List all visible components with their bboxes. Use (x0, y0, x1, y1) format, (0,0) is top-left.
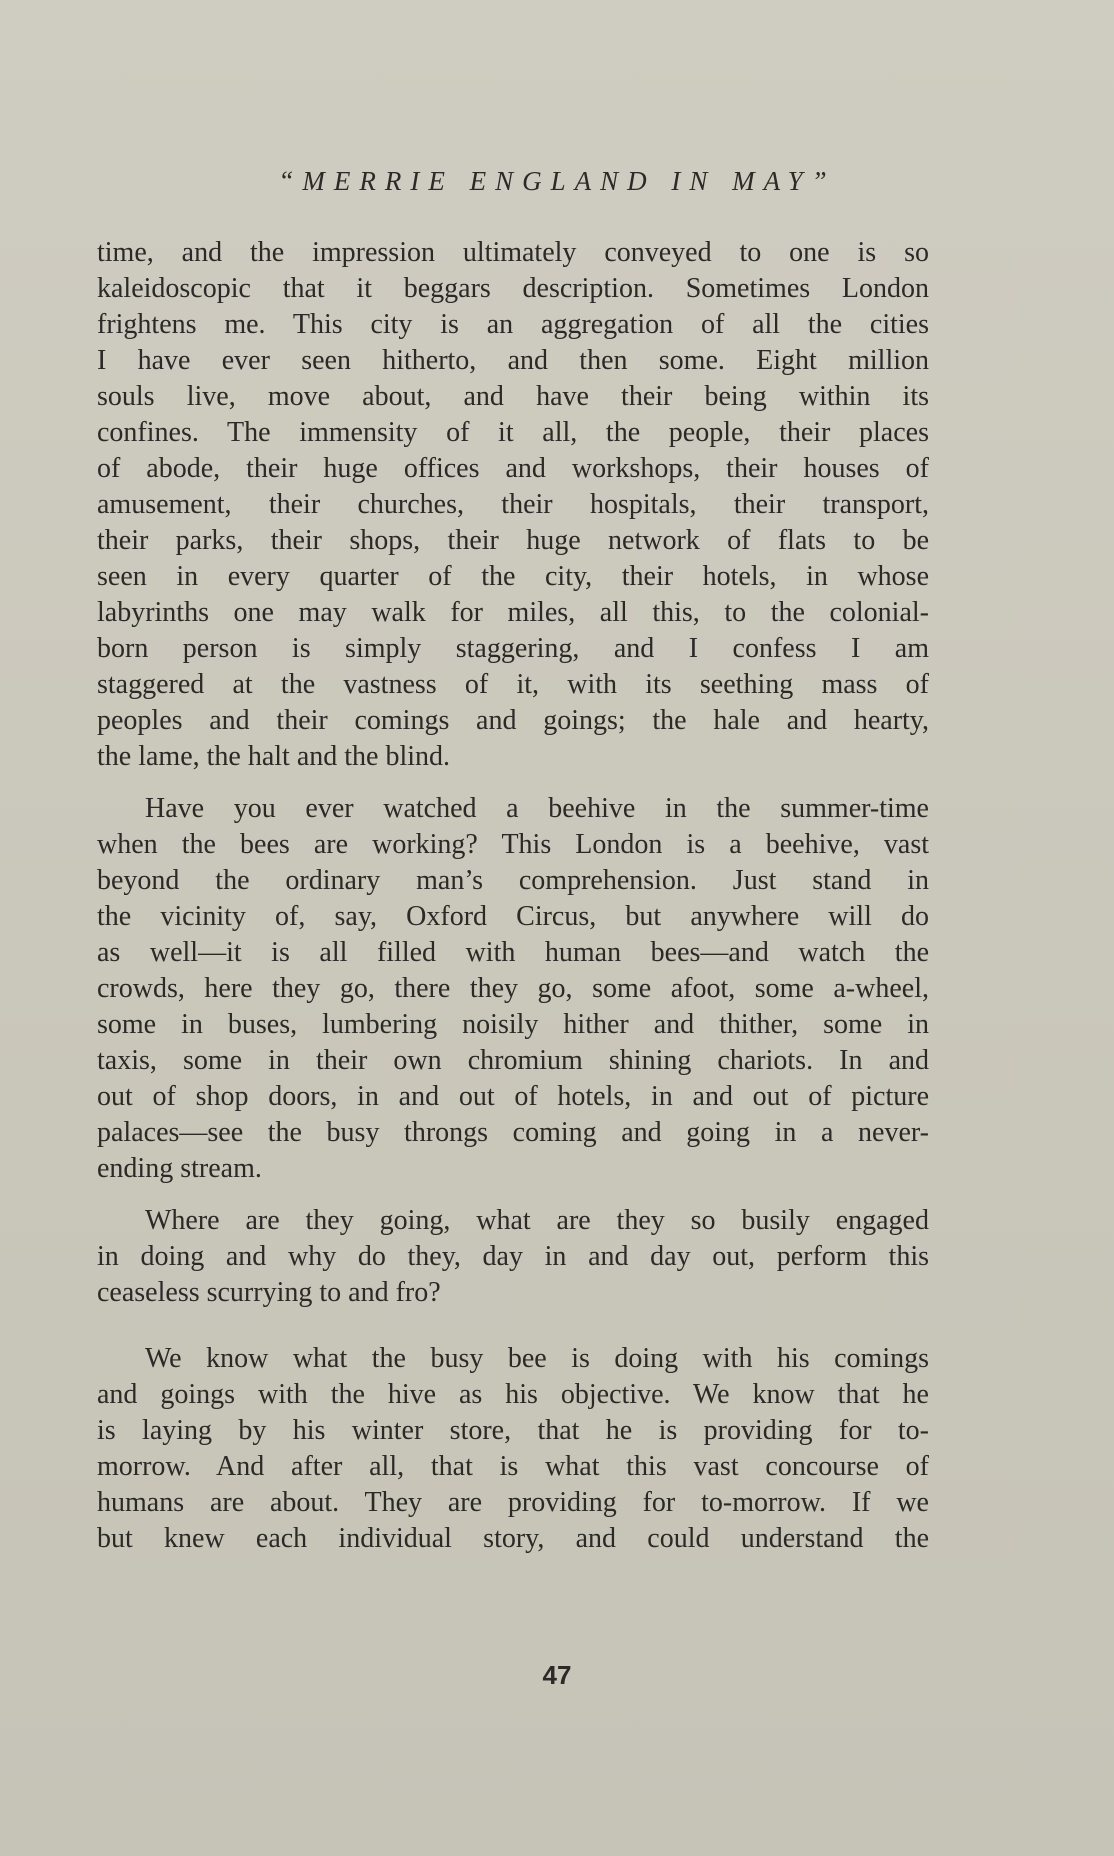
text-line: out of shop doors, in and out of hotels, in and out of picture (97, 1081, 929, 1112)
text-line: in doing and why do they, day in and day out, perform this (97, 1241, 929, 1272)
text-line: time, and the impression ultimately conveyed to one is so (97, 237, 929, 268)
paragraph-gap (97, 1311, 929, 1341)
text-line: their parks, their shops, their huge network of flats to be (97, 525, 929, 556)
page-number: 47 (542, 1660, 572, 1690)
text-line: morrow. And after all, that is what this vast concourse of (97, 1451, 929, 1482)
text-line: ceaseless scurrying to and fro? (97, 1277, 441, 1308)
text-line: labyrinths one may walk for miles, all this, to the colonial- (97, 597, 929, 628)
paragraph-3 (97, 1203, 929, 1311)
text-line: Where are they going, what are they so busily engaged (145, 1205, 929, 1236)
text-line: seen in every quarter of the city, their hotels, in whose (97, 561, 929, 592)
text-line: amusement, their churches, their hospitals, their transport, (97, 489, 929, 520)
text-line: is laying by his winter store, that he is providing for to- (97, 1415, 929, 1446)
body-text (97, 235, 929, 1557)
paragraph-gap (97, 1187, 929, 1203)
text-line: kaleidoscopic that it beggars description. Sometimes London (97, 273, 929, 304)
text-line: I have ever seen hitherto, and then some. Eight million (97, 345, 929, 376)
text-line: peoples and their comings and goings; the hale and hearty, (97, 705, 929, 736)
text-line: some in buses, lumbering noisily hither and thither, some in (97, 1009, 929, 1040)
text-line: when the bees are working? This London is a beehive, vast (97, 829, 929, 860)
text-line: Have you ever watched a beehive in the summer-time (145, 793, 929, 824)
text-line: confines. The immensity of it all, the people, their places (97, 417, 929, 448)
text-line: crowds, here they go, there they go, some afoot, some a-wheel, (97, 973, 929, 1004)
text-line: ending stream. (97, 1153, 262, 1184)
text-line: souls live, move about, and have their being within its (97, 381, 929, 412)
paragraph-gap (97, 775, 929, 791)
paragraph-1 (97, 235, 929, 775)
text-line: staggered at the vastness of it, with its seething mass of (97, 669, 929, 700)
text-line: of abode, their huge offices and workshops, their houses of (97, 453, 929, 484)
text-line: taxis, some in their own chromium shining chariots. In and (97, 1045, 929, 1076)
text-line: palaces—see the busy throngs coming and going in a never- (97, 1117, 929, 1148)
text-line: We know what the busy bee is doing with his comings (145, 1343, 929, 1374)
text-line: beyond the ordinary man’s comprehension. Just stand in (97, 865, 929, 896)
text-line: and goings with the hive as his objective. We know that he (97, 1379, 929, 1410)
text-line: humans are about. They are providing for to-morrow. If we (97, 1487, 929, 1518)
text-line: the vicinity of, say, Oxford Circus, but anywhere will do (97, 901, 929, 932)
text-line: as well—it is all filled with human bees—and watch the (97, 937, 929, 968)
text-line: but knew each individual story, and could understand the (97, 1523, 929, 1554)
text-line: frightens me. This city is an aggregation of all the cities (97, 309, 929, 340)
text-line: born person is simply staggering, and I confess I am (97, 633, 929, 664)
paragraph-2 (97, 791, 929, 1187)
paragraph-4 (97, 1341, 929, 1557)
running-head: “MERRIE ENGLAND IN MAY” (278, 166, 836, 196)
text-line: the lame, the halt and the blind. (97, 741, 451, 772)
